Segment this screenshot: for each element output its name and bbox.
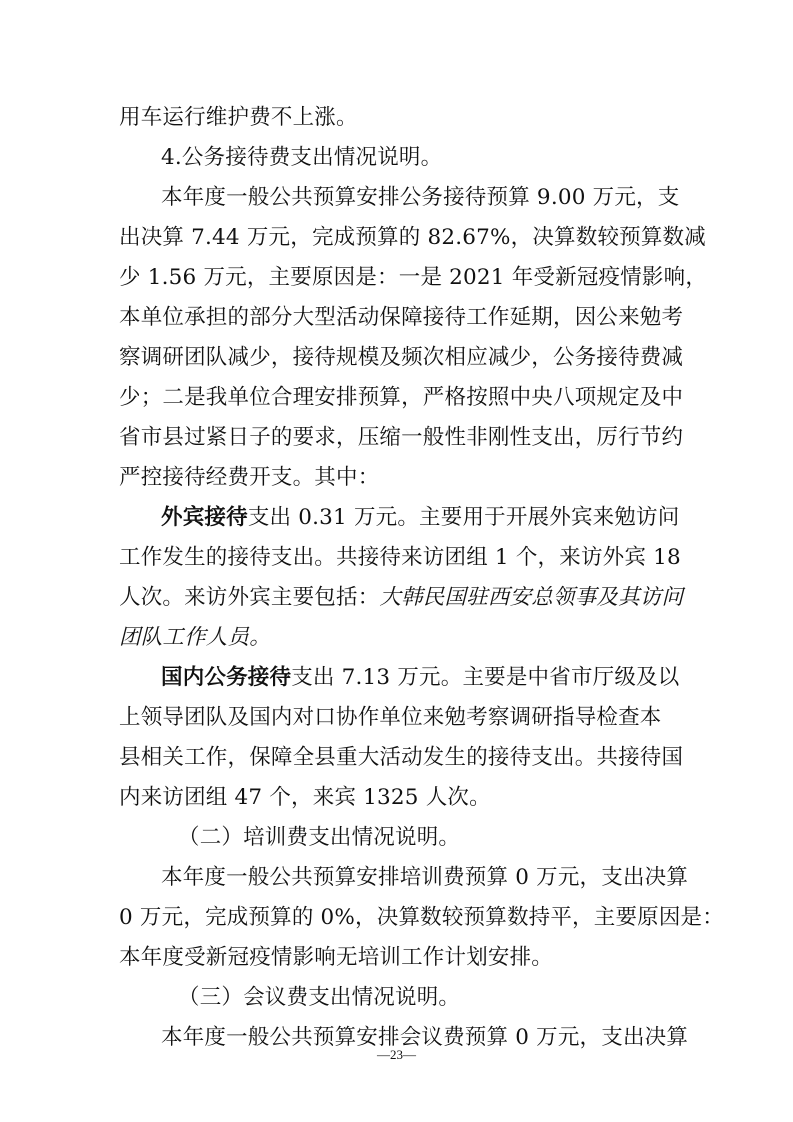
meeting-heading: （三）会议费支出情况说明。 [178, 985, 461, 1010]
paragraph-line: 内来访团组 47 个，来宾 1325 人次。 [119, 785, 491, 810]
paragraph-line: 少；二是我单位合理安排预算，严格按照中央八项规定及中 [119, 385, 684, 410]
paragraph-line: 本年度一般公共预算安排会议费预算 0 万元，支出决算 [161, 1025, 689, 1050]
paragraph-line: 本年度一般公共预算安排公务接待预算 9.00 万元，支 [161, 185, 680, 210]
paragraph-line: 出决算 7.44 万元，完成预算的 82.67%，决算数较预算数减 [119, 225, 706, 250]
paragraph-line: 县相关工作，保障全县重大活动发生的接待支出。共接待国 [119, 745, 684, 770]
paragraph-line: 本单位承担的部分大型活动保障接待工作延期，因公来勉考 [119, 305, 684, 330]
domestic-reception-text: 支出 7.13 万元。主要是中省市厅级及以 [291, 665, 680, 690]
domestic-reception-label: 国内公务接待 [161, 665, 292, 690]
paragraph-line: 上领导团队及国内对口协作单位来勉考察调研指导检查本 [119, 705, 662, 730]
foreign-guests-names: 大韩民国驻西安总领事及其访问 [379, 585, 684, 610]
foreign-reception-label: 外宾接待 [161, 505, 248, 530]
paragraph-line: 严控接待经费开支。其中： [119, 465, 380, 490]
paragraph-line: 本年度受新冠疫情影响无培训工作计划安排。 [119, 945, 554, 970]
paragraph-line: 用车运行维护费不上涨。 [119, 105, 358, 130]
domestic-reception-line [161, 663, 681, 693]
foreign-reception-line [161, 503, 681, 533]
page-number: —23— [377, 1047, 416, 1062]
foreign-guests-names-cont: 团队工作人员。 [119, 625, 271, 650]
paragraph-line: 工作发生的接待支出。共接待来访团组 1 个，来访外宾 18 [119, 545, 681, 570]
paragraph-line: 省市县过紧日子的要求，压缩一般性非刚性支出，厉行节约 [119, 425, 684, 450]
paragraph-line: 本年度一般公共预算安排培训费预算 0 万元，支出决算 [161, 865, 689, 890]
paragraph-line: 察调研团队减少，接待规模及频次相应减少，公务接待费减 [119, 345, 684, 370]
section-heading: 4.公务接待费支出情况说明。 [161, 145, 443, 170]
foreign-guests-line [119, 583, 684, 613]
foreign-reception-text: 支出 0.31 万元。主要用于开展外宾来勉访问 [247, 505, 680, 530]
paragraph-line: 0 万元，完成预算的 0%，决算数较预算数持平，主要原因是： [119, 905, 724, 930]
paragraph-line: 少 1.56 万元，主要原因是：一是 2021 年受新冠疫情影响， [119, 265, 708, 290]
training-heading: （二）培训费支出情况说明。 [178, 825, 461, 850]
foreign-guests-text: 人次。来访外宾主要包括： [119, 585, 380, 610]
